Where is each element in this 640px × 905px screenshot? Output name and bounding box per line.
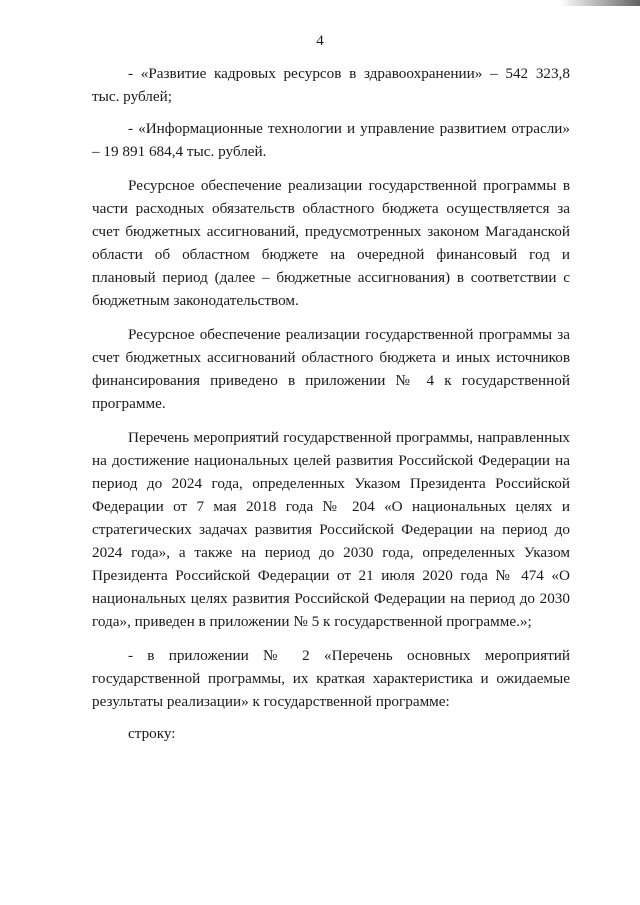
page-number: 4 [316,33,324,49]
list-item-informacionnye-tehnologii: - «Информационные технологии и управление развитием отрасли» – 19 891 684,4 тыс. рублей. [92,120,570,160]
scan-edge-shadow [560,0,640,6]
paragraph-perechen-meropriyatiy: Перечень мероприятий государственной программы, направленных на достижение национальных целей развития Российской Федерации на период до 2024 года, определенных Указом Президента Российской Федерации от 7 мая 2018 года № 204 «О национальных целях и стратегических задачах развития Российской Федерации на период до 2024 года», а также на период до 2030 года, определенных Указом Президента Российской Федерации от 21 июля 2020 года № 474 «О национальных целях развития Российской Федерации на период до 2030 года», приведен в приложении № 5 к государственной программе.»; [92,429,570,630]
paragraph-stroku: строку: [128,725,176,742]
list-item-kadrovye-resursy: - «Развитие кадровых ресурсов в здравоохранении» – 542 323,8 тыс. рублей; [92,65,570,105]
paragraph-resursnoe-obespechenie-1: Ресурсное обеспечение реализации государственной программы в части расходных обязательств областного бюджета осуществляется за счет бюджетных ассигнований, предусмотренных законом Магаданской области об областном бюджете на очередной финансовый год и плановый период (далее – бюджетные ассигнования) в соответствии с бюджетным законодательством. [92,177,570,309]
paragraph-resursnoe-obespechenie-2: Ресурсное обеспечение реализации государственной программы за счет бюджетных ассигнований областного бюджета и иных источников финансирования приведено в приложении № 4 к государственной программе. [92,326,570,412]
document-body [92,62,570,745]
list-item-prilozhenie-2: - в приложении № 2 «Перечень основных мероприятий государственной программы, их краткая характеристика и ожидаемые результаты реализации» к государственной программе: [92,647,570,710]
